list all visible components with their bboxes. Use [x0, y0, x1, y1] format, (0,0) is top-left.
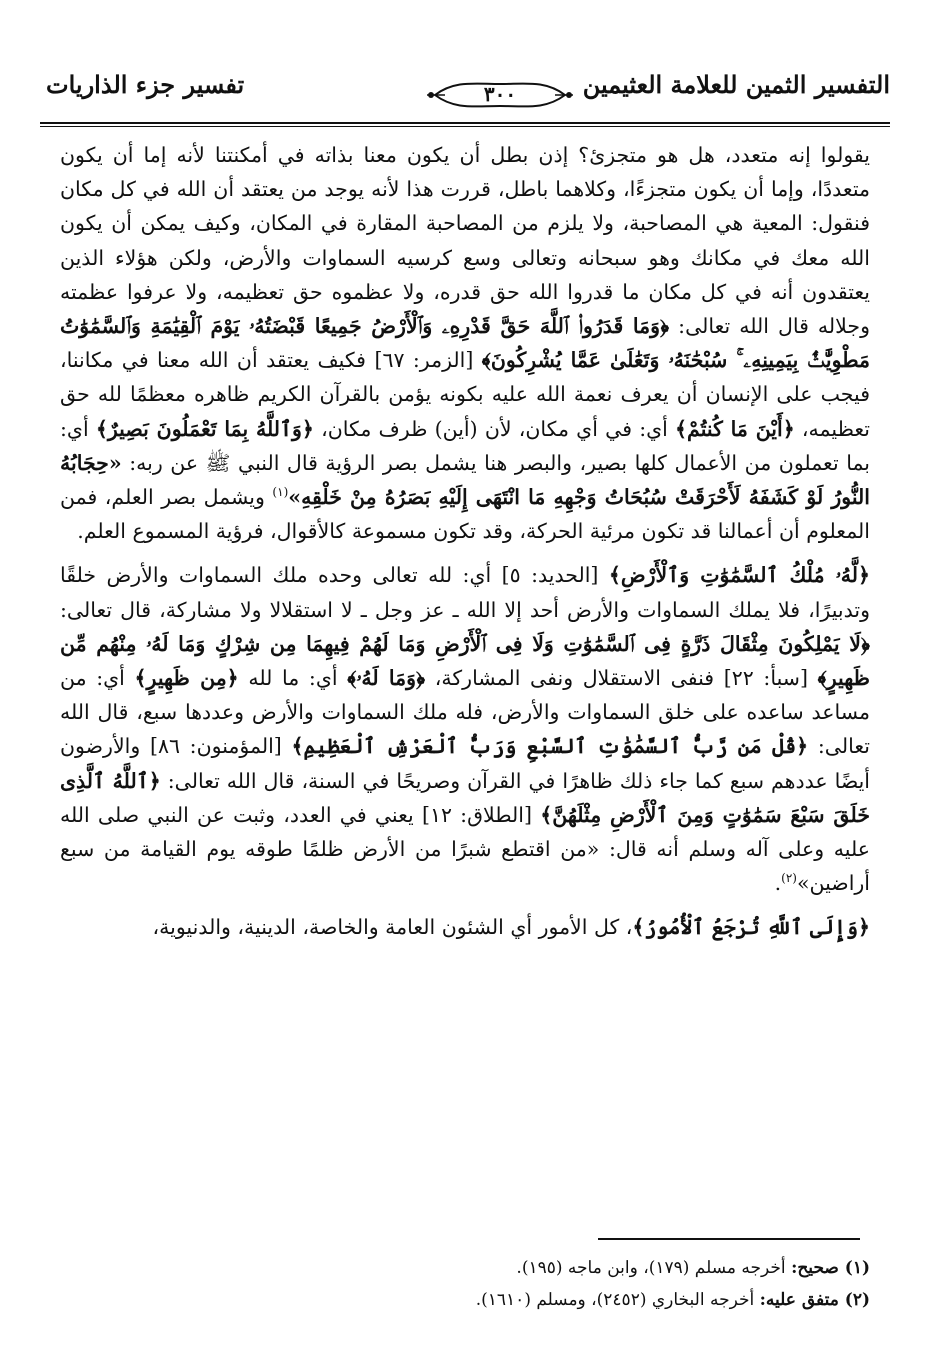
quran-verse: ﴿مِن ظَهِيرٍ﴾ [134, 666, 239, 691]
hadith-quote: «حِجَابُهُ النُّورُ لَوْ كَشَفَهُ لَأَحْرَقَتْ سُبُحَاتُ وَجْهِهِ مَا انْتَهَى إِلَيْهِ بَصَرُهُ مِنْ خَلْقِهِ» [60, 450, 870, 510]
footnote-text: أخرجه مسلم (١٧٩)، وابن ماجه (١٩٥). [516, 1258, 786, 1278]
text-span: ويشمل بصر العلم، فمن المعلوم أن أعمالنا قد تكون مرئية الحركة، وقد تكون مسموعة كالأقوال، فرؤية المسموع العلم. [60, 485, 870, 544]
text-span: أي: لله تعالى وحده ملك السماوات والأرض خلقًا وتدبيرًا، فلا يملك السماوات والأرض أحد إلا الله ـ عز وجل ـ لا استقلالا ولا مشاركة، قال تعالى: [60, 563, 870, 622]
footnote-divider [598, 1238, 860, 1240]
text-span: والأرضون أيضًا عددهم سبع كما جاء ذلك ظاهرًا في القرآن وصريحًا في السنة، قال الله تعالى: [60, 734, 870, 793]
quran-verse: ﴿لَا يَمْلِكُونَ مِثْقَالَ ذَرَّةٍ فِى ٱلسَّمَٰوَٰتِ وَلَا فِى ٱلْأَرْضِ وَمَا لَهُمْ فِيهِمَا مِن شِرْكٍ وَمَا لَهُۥ مِنْهُم مِّن ظَهِيرٍ﴾ [60, 631, 870, 691]
text-span: ، كل الأمور أي الشئون العامة والخاصة، الدينية، والدنيوية، [152, 915, 633, 940]
quran-verse: ﴿وَمَا لَهُۥ﴾ [347, 666, 426, 691]
book-title: التفسير الثمين للعلامة العثيمين [582, 70, 890, 99]
text-span: . [774, 871, 782, 896]
page-number-ornament [425, 78, 575, 112]
quran-verse: ﴿قُلْ مَن رَّبُّ ٱلسَّمَٰوَٰتِ ٱلسَّبْعِ وَرَبُّ ٱلْعَرْشِ ٱلْعَظِيمِ﴾ [291, 734, 809, 759]
header-divider-thin [40, 126, 890, 127]
quran-verse: ﴿أَيْنَ مَا كُنتُمْ﴾ [675, 416, 795, 441]
footnote-marker-1[interactable]: (١) [272, 485, 289, 500]
quran-verse: ﴿لَّهُۥ مُلْكُ ٱلسَّمَٰوَٰتِ وَٱلْأَرْضِ﴾ [608, 563, 870, 588]
page-header [40, 68, 890, 124]
footnote-2 [60, 1284, 870, 1316]
footnotes [60, 1252, 870, 1316]
header-divider [40, 122, 890, 124]
text-span: فكيف يعتقد أن الله معنا في مكاننا، فيجب على الإنسان أن يعرف نعمة الله عليه بكونه يؤمن بالقرآن الكريم ظاهره معظمًا لله حق تعظيمه، [60, 348, 870, 441]
main-text [60, 138, 870, 945]
footnote-text: أخرجه البخاري (٢٤٥٢)، ومسلم (١٦١٠). [475, 1290, 755, 1310]
paragraph-3 [60, 910, 870, 944]
paragraph-1 [60, 138, 870, 548]
verse-reference: [الطلاق: ١٢] [421, 802, 532, 827]
verse-reference: [المؤمنون: ٨٦] [149, 734, 282, 759]
section-title: تفسير جزء الذاريات [46, 70, 245, 99]
footnote-marker-2[interactable]: (٢) [781, 871, 797, 886]
footnote-label: (١) صحيح: [791, 1258, 870, 1278]
text-span: أي: في أي مكان، لأن (أين) ظرف مكان، [321, 416, 668, 441]
page-number: ٣٠٠ [483, 82, 517, 106]
text-span: أي: ما لله [248, 666, 338, 691]
quran-verse: ﴿ٱللَّهُ ٱلَّذِى خَلَقَ سَبْعَ سَمَٰوَٰتٍ وَمِنَ ٱلْأَرْضِ مِثْلَهُنَّ﴾ [60, 768, 870, 827]
quran-verse: ﴿وَٱللَّهُ بِمَا تَعْمَلُونَ بَصِيرٌ﴾ [95, 416, 314, 441]
text-span: أي: من مساعد ساعده على خلق السماوات والأرض، فله ملك السماوات والأرض وعددها سبع، قال الله تعالى: [60, 666, 870, 759]
quran-verse: ﴿وَمَا قَدَرُوا۟ ٱللَّهَ حَقَّ قَدْرِهِۦ وَٱلْأَرْضُ جَمِيعًا قَبْضَتُهُۥ يَوْمَ ٱلْقِيَٰمَةِ وَٱلسَّمَٰوَٰتُ مَطْوِيَّٰتٌۢ بِيَمِينِهِۦ ۚ سُبْحَٰنَهُۥ وَتَعَٰلَىٰ عَمَّا يُشْرِكُونَ﴾ [60, 314, 871, 373]
verse-reference: [سبأ: ٢٢] [723, 666, 808, 691]
text-span: أي: بما تعملون من الأعمال كلها بصير، والبصر هنا يشمل بصر الرؤية قال النبي ﷺ عن ربه: [60, 416, 870, 475]
text-span: يقولوا إنه متعدد، هل هو متجزئ؟ إذن بطل أن يكون معنا بذاته في أمكنتنا لأنه إما أن يكون متعددًا، وإما أن يكون متجزءًا، وكلاهما باطل، قررت هذا لأنه يوجد من يعتقد أن الله في كل مكان فنقول: المعية هي المصاحبة، ولا يلزم من المصاحبة المقارة في المكان، وكيف يمكن أن يكون الله معك في مكانك وهو سبحانه وتعالى وسع كرسيه السماوات والأرض، ولكن هؤلاء الذين يعتقدون أنه في كل مكان ما قدروا الله حق قدره، ولا عظموه حق تعظيمه، ولا عرفوا عظمته وجلاله قال الله تعالى: [60, 143, 870, 339]
text-span: فنفى الاستقلال ونفى المشاركة، [434, 666, 715, 691]
text-span: يعني في العدد، وثبت عن النبي صلى الله عليه وعلى آله وسلم أنه قال: «من اقتطع شبرًا من الأرض ظلمًا طوقه يوم القيامة من سبع أراضين» [60, 802, 870, 896]
footnote-1 [60, 1252, 870, 1284]
verse-reference: [الزمر: ٦٧] [374, 348, 474, 373]
quran-verse: ﴿وَإِلَى ٱللَّهِ تُرْجَعُ ٱلْأُمُورُ﴾ [632, 915, 870, 940]
paragraph-2 [60, 558, 870, 900]
verse-reference: [الحديد: ٥] [501, 563, 599, 588]
footnote-label: (٢) متفق عليه: [759, 1290, 870, 1310]
